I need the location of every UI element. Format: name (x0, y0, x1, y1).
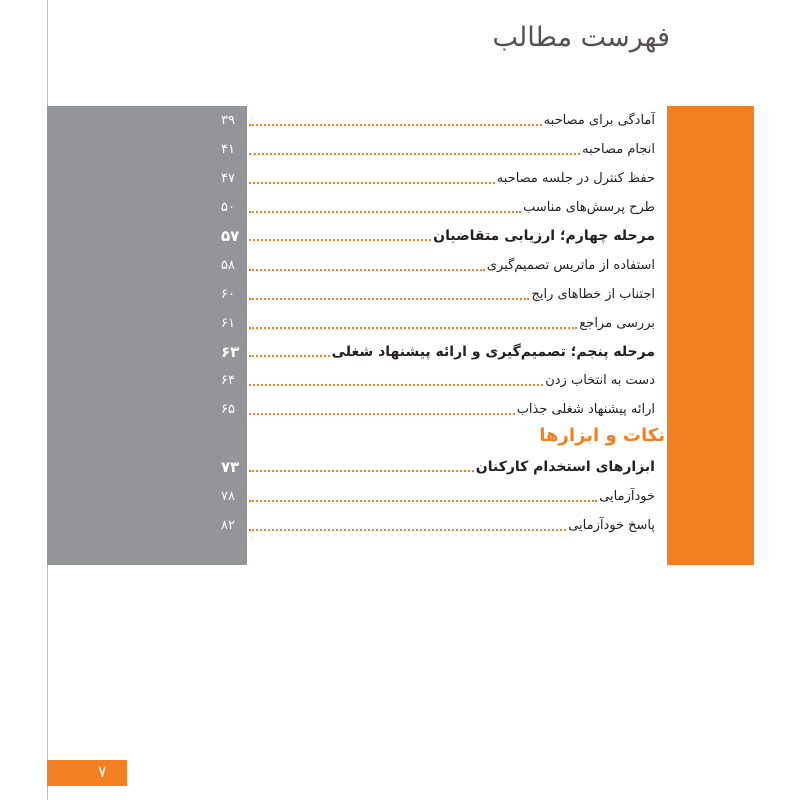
dot-leader (249, 384, 543, 386)
toc-entry-title: انجام مصاحبه (582, 142, 655, 157)
toc-entry-chapter[interactable] (221, 339, 655, 361)
toc-entry-chapter[interactable] (221, 223, 655, 245)
toc-entry-title: طرح پرسش‌های مناسب (523, 200, 655, 215)
toc-entry[interactable] (221, 484, 655, 506)
toc-entry-title: مرحله چهارم؛ ارزیابی متقاضیان (433, 228, 655, 244)
toc-entry-page: ۶۴ (221, 373, 235, 388)
toc-entry-title: خودآزمایی (599, 489, 655, 504)
toc-entry[interactable] (221, 368, 655, 390)
toc-entry-page: ۷۸ (221, 489, 235, 504)
toc-entry-page: ۶۵ (221, 402, 235, 417)
chapter-tab (667, 106, 754, 565)
toc-entry-title: پاسخ خودآزمایی (568, 518, 655, 533)
dot-leader (249, 153, 580, 155)
dot-leader (249, 239, 431, 241)
toc-entry-page: ۴۷ (221, 171, 235, 186)
toc-entry-title: مرحله پنجم؛ تصمیم‌گیری و ارائه پیشنهاد شغلی (331, 344, 655, 360)
footer-page-bar (47, 760, 127, 786)
toc-entry[interactable] (221, 195, 655, 217)
page-title: فهرست مطالب (492, 22, 670, 53)
toc-entry-page: ۳۹ (221, 113, 235, 128)
toc-entry[interactable] (221, 397, 655, 419)
dot-leader (249, 269, 485, 271)
toc-entry-title: آمادگی برای مصاحبه (543, 113, 655, 128)
dot-leader (249, 124, 542, 126)
toc-entry-title: حفظ کنترل در جلسه مصاحبه (496, 171, 655, 186)
section-heading: نکات و ابزارها (539, 425, 665, 446)
toc-entry-page: ۵۷ (221, 227, 240, 245)
toc-entry[interactable] (221, 253, 655, 275)
page-number: ۷ (98, 762, 107, 781)
toc-entry[interactable] (221, 166, 655, 188)
toc-entry[interactable] (221, 282, 655, 304)
toc-entry-page: ۶۳ (221, 343, 240, 361)
dot-leader (249, 211, 521, 213)
dot-leader (249, 355, 330, 357)
toc-entry-title: ارائه پیشنهاد شغلی جذاب (516, 402, 655, 417)
toc-entry-title: بررسی مراجع (579, 316, 655, 331)
dot-leader (249, 298, 529, 300)
toc-entry-title: دست به انتخاب زدن (545, 373, 655, 388)
toc-entry-page: ۸۲ (221, 518, 235, 533)
toc-entry[interactable] (221, 137, 655, 159)
toc-entry-title: ابزارهای استخدام کارکنان (475, 459, 655, 475)
toc-entry-page: ۵۸ (221, 258, 235, 273)
toc-entry[interactable] (221, 311, 655, 333)
dot-leader (249, 470, 474, 472)
toc-entry-title: استفاده از ماتریس تصمیم‌گیری (486, 258, 655, 273)
dot-leader (249, 182, 495, 184)
toc-entry[interactable] (221, 513, 655, 535)
toc-entry-title: اجتناب از خطاهای رایج (531, 287, 655, 302)
dot-leader (249, 413, 515, 415)
toc-entry-page: ۶۰ (221, 287, 235, 302)
toc-entry-page: ۵۰ (221, 200, 235, 215)
toc-entry[interactable] (221, 108, 655, 130)
dot-leader (249, 529, 566, 531)
toc-entry-page: ۷۳ (221, 458, 240, 476)
toc-entry-page: ۶۱ (221, 316, 235, 331)
page-number-column (47, 106, 247, 565)
dot-leader (249, 500, 597, 502)
toc-entry-chapter[interactable] (221, 454, 655, 476)
dot-leader (249, 327, 577, 329)
toc-entry-page: ۴۱ (221, 142, 235, 157)
